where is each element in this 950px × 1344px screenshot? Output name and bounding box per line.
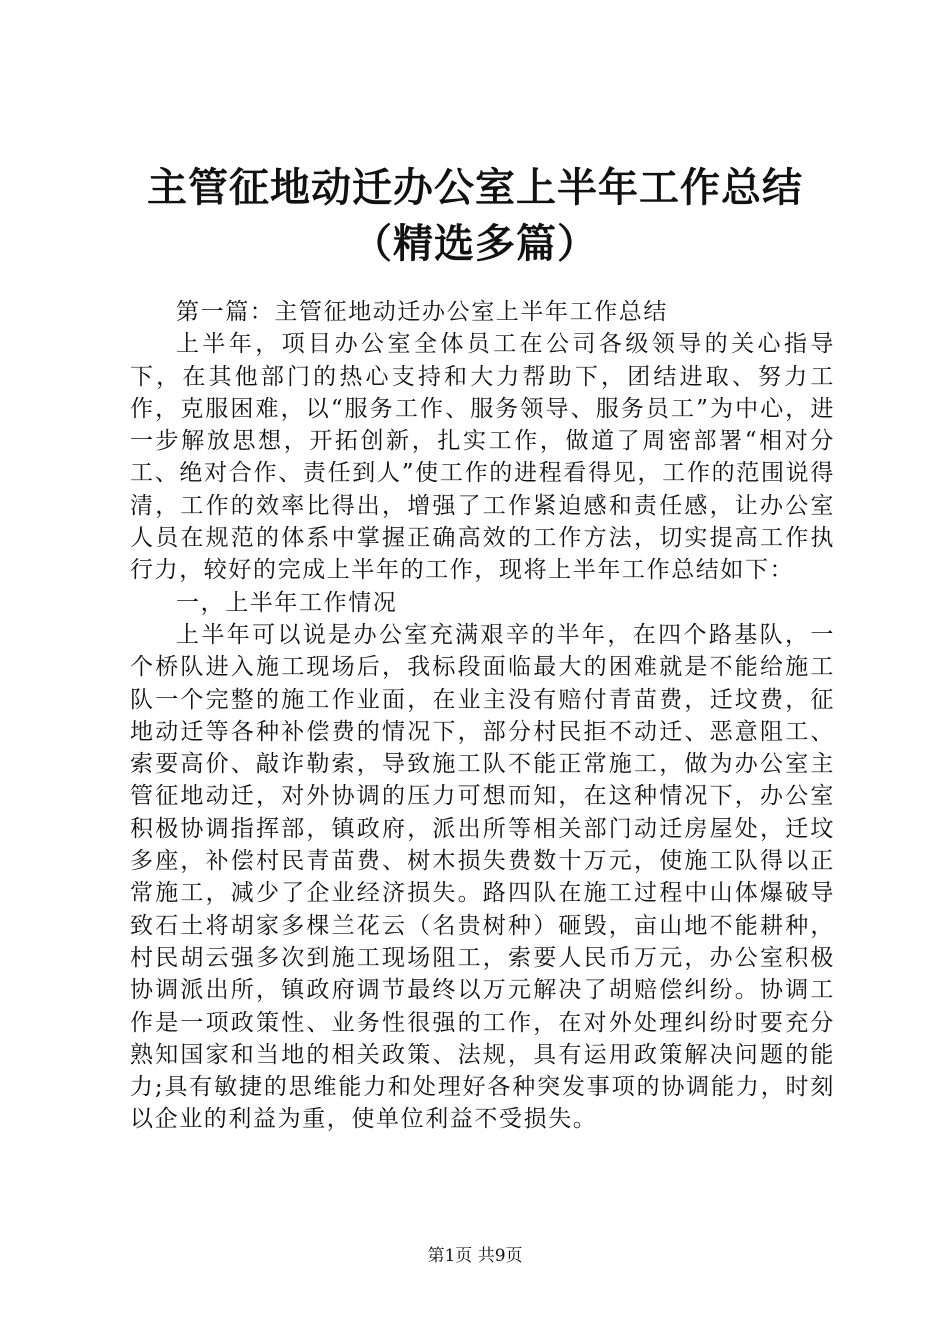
document-title: 主管征地动迁办公室上半年工作总结（精选多篇） — [147, 165, 803, 267]
section-heading: 第一篇：主管征地动迁办公室上半年工作总结 — [176, 299, 668, 325]
body-paragraph: 上半年，项目办公室全体员工在公司各级领导的关心指导下，在其他部门的热心支持和大力帮助下，团结进取、努力工作，克服困难，以“服务工作、服务领导、服务员工”为中心，进一步解放思想，开拓创新，扎实工作，做道了周密部署“相对分工、绝对合作、责任到人”使工作的进程看得见，工作的范围说得清，工作的效率比得出，增强了工作紧迫感和责任感，让办公室人员在规范的体系中掌握正确高效的工作方法，切实提高工作执行力，较好的完成上半年的工作，现将上半年工作总结如下： — [130, 331, 835, 584]
subsection-heading: 一，上半年工作情况 — [176, 589, 398, 616]
document-body — [130, 296, 835, 1136]
page-number-footer: 第1页 共9页 — [427, 1246, 523, 1266]
body-paragraph: 上半年可以说是办公室充满艰辛的半年，在四个路基队，一个桥队进入施工现场后，我标段面临最大的困难就是不能给施工队一个完整的施工作业面，在业主没有赔付青苗费，迁坟费，征地动迁等各种补偿费的情况下，部分村民拒不动迁、恶意阻工、索要高价、敲诈勒索，导致施工队不能正常施工，做为办公室主管征地动迁，对外协调的压力可想而知，在这种情况下，办公室积极协调指挥部，镇政府，派出所等相关部门动迁房屋处，迁坟多座，补偿村民青苗费、树木损失费数十万元，使施工队得以正常施工，减少了企业经济损失。路四队在施工过程中山体爆破导致石土将胡家多棵兰花云（名贵树种）砸毁，亩山地不能耕种，村民胡云强多次到施工现场阻工，索要人民币万元，办公室积极协调派出所，镇政府调节最终以万元解决了胡赔偿纠纷。协调工作是一项政策性、业务性很强的工作，在对外处理纠纷时要充分熟知国家和当地的相关政策、法规，具有运用政策解决问题的能力;具有敏捷的思维能力和处理好各种突发事项的协调能力，时刻以企业的利益为重，使单位利益不受损失。 — [130, 621, 835, 1133]
